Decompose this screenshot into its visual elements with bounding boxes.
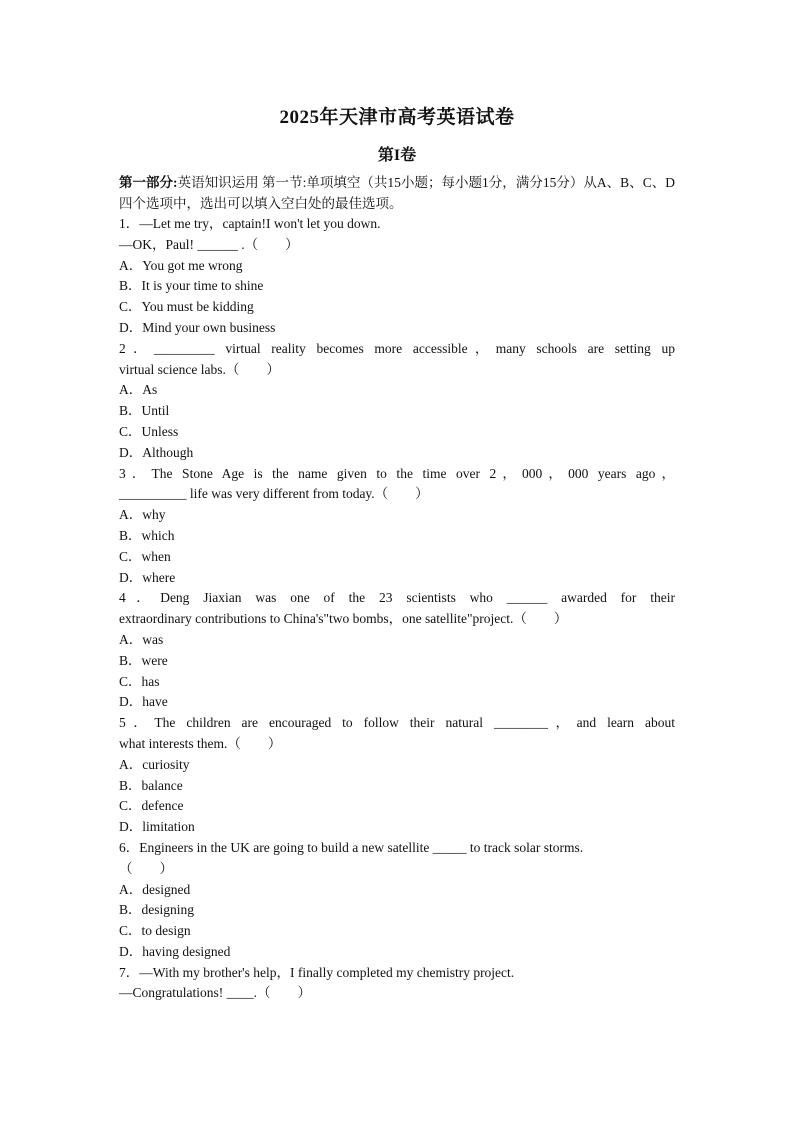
question-stem-line [119,464,675,485]
answer-option-a: A．designed [119,881,191,897]
section-instructions [119,172,675,214]
question-4 [119,588,675,713]
question-stem-line [119,838,675,859]
answer-blank: _____ [432,839,467,855]
stem-text: —OK，Paul! [119,236,198,252]
question-stem-line [119,609,675,630]
answer-option-b: B．balance [119,777,183,793]
stem-text: to track solar storms. [466,839,584,855]
question-5 [119,713,675,838]
answer-blank: ____ [226,985,254,1001]
question-2 [119,339,675,464]
answer-blank: ______ [506,590,548,606]
answer-option-a: A．curiosity [119,756,190,772]
answer-option-b: B．which [119,527,175,543]
stem-text: 7．—With my brother's help，I finally completed my chemistry project. [119,964,515,980]
question-list [119,214,675,1004]
answer-option-d: D．having designed [119,943,231,959]
answer-option-c: C．has [119,673,160,689]
answer-option-b: B．Until [119,403,170,419]
question-stem-line [119,734,675,755]
question-3 [119,464,675,589]
answer-option-d: D．where [119,569,176,585]
answer-option-c: C．when [119,548,171,564]
answer-option-b: B．designing [119,902,195,918]
answer-blank: ________ [493,715,548,731]
stem-text: .（ ） [253,985,311,1001]
answer-option-b: B．were [119,652,168,668]
answer-option-a: A．was [119,631,164,647]
stem-text: .（ ） [237,236,299,252]
answer-option-a: A．As [119,382,158,398]
stem-text: what interests them.（ ） [119,735,282,751]
stem-text: virtual science labs.（ ） [119,361,280,377]
stem-text: （ ） [119,860,173,876]
stem-text: 4．Deng Jiaxian was one of the 23 scientists who [119,590,507,606]
question-stem-line [119,484,675,505]
stem-text: virtual reality becomes more accessible，many schools are setting up [214,340,675,356]
answer-option-c: C．to design [119,923,191,939]
stem-text: ，and learn about [547,715,675,731]
question-stem-line [119,588,675,609]
question-stem-line [119,983,675,1004]
answer-blank: ______ [197,236,238,252]
question-6 [119,838,675,963]
answer-blank: _________ [153,340,215,356]
volume-title: 第I卷 [377,147,417,164]
question-stem-line [119,859,675,880]
question-stem-line [119,214,675,235]
question-7 [119,963,675,1005]
answer-option-d: D．have [119,694,168,710]
answer-option-d: D．Although [119,444,194,460]
answer-blank: __________ [119,486,187,502]
question-stem-line [119,963,675,984]
stem-text: awarded for their [547,590,676,606]
stem-text: life was very different from today.（ ） [186,486,429,502]
answer-option-a: A．why [119,507,166,523]
stem-text: —Congratulations! [119,985,227,1001]
question-stem-line [119,360,675,381]
stem-text: extraordinary contributions to China's"two bombs，one satellite"project.（ ） [119,611,568,627]
stem-text: 2． [119,340,154,356]
answer-option-c: C．You must be kidding [119,299,254,315]
question-1 [119,214,675,339]
exam-page [119,104,675,1004]
document-title: 2025年天津市高考英语试卷 [279,107,515,128]
stem-text: 3．The Stone Age is the name given to the time over 2，000，000 years ago， [119,465,675,481]
question-stem-line [119,339,675,360]
question-stem-line [119,713,675,734]
answer-option-d: D．limitation [119,819,195,835]
question-stem-line [119,235,675,256]
stem-text: 1．—Let me try，captain!I won't let you down. [119,216,381,231]
answer-option-a: A．You got me wrong [119,257,243,273]
answer-option-b: B．It is your time to shine [119,278,264,294]
section-text: 英语知识运用 第一节:单项填空（共15小题；每小题1分，满分15分）从A、B、C、D四个选项中，选出可以填入空白处的最佳选项。 [119,175,675,211]
answer-option-d: D．Mind your own business [119,319,276,335]
section-label: 第一部分: [119,175,178,190]
stem-text: 5．The children are encouraged to follow their natural [119,715,494,731]
stem-text: 6．Engineers in the UK are going to build a new satellite [119,839,433,855]
answer-option-c: C．defence [119,798,184,814]
answer-option-c: C．Unless [119,423,179,439]
